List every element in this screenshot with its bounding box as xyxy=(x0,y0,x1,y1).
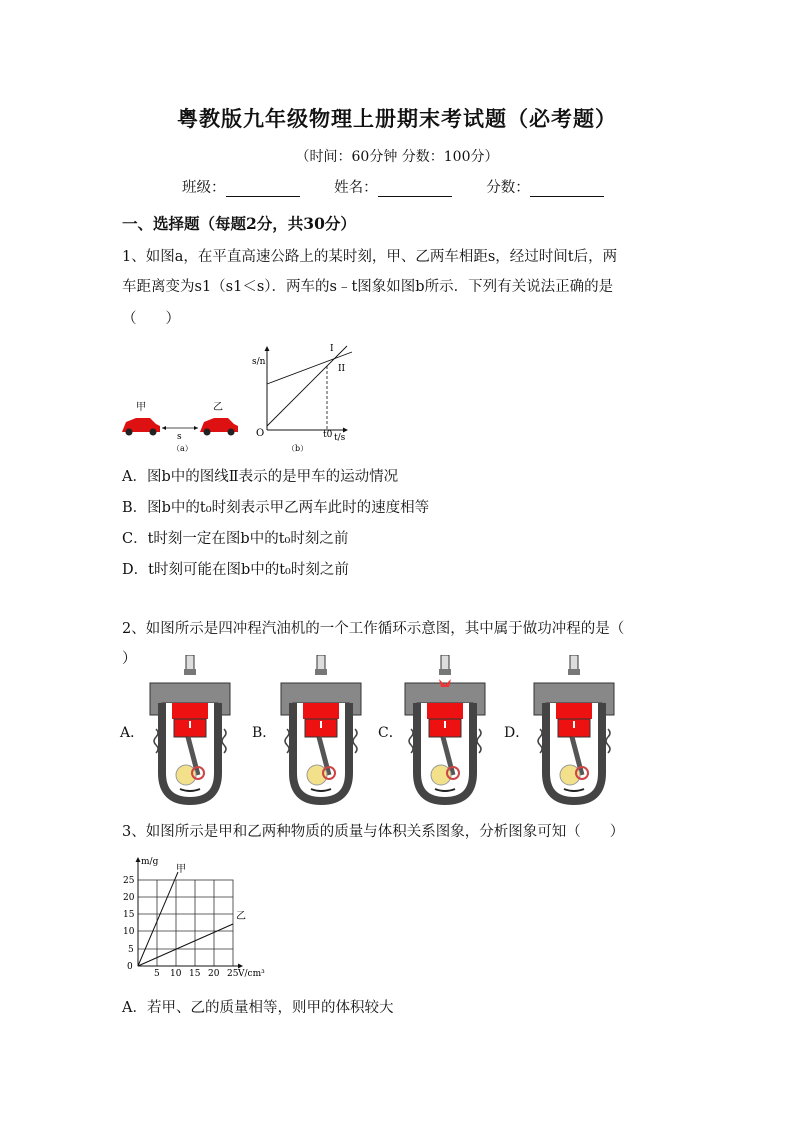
mv-yi-label: 乙 xyxy=(236,911,246,922)
distance-s-label: s xyxy=(177,432,182,442)
engine-c-label: C． xyxy=(378,725,403,741)
st-xlabel: t/s xyxy=(334,433,346,443)
mv-ytick: 15 xyxy=(123,910,135,920)
q2-line1: 2、如图所示是四冲程汽油机的一个工作循环示意图，其中属于做功冲程的是（ xyxy=(122,621,625,637)
class-blank xyxy=(226,182,300,197)
name-blank xyxy=(378,182,452,197)
name-label: 姓名： xyxy=(334,180,378,196)
exam-subtitle: （时间：60分钟 分数：100分） xyxy=(295,149,499,165)
mv-ytick: 10 xyxy=(123,927,135,937)
mv-ytick: 25 xyxy=(123,876,135,886)
q1-line2: 车距离变为s1（s1＜s）．两车的s﹣t图象如图b所示．下列有关说法正确的是 xyxy=(122,279,614,295)
mv-xtick: 25 xyxy=(227,969,239,979)
page-title: 粤教版九年级物理上册期末考试题（必考题） xyxy=(177,106,617,131)
engine-diagram-b xyxy=(279,655,365,805)
engine-d-label: D． xyxy=(504,725,530,741)
engine-b-label: B． xyxy=(252,725,277,741)
mv-xtick: 10 xyxy=(170,969,182,979)
mv-xtick: 15 xyxy=(189,969,201,979)
mv-ylabel: m/g xyxy=(141,857,159,867)
fig-a-label: （a） xyxy=(172,444,193,453)
q1-option-c: C．t时刻一定在图b中的t₀时刻之前 xyxy=(122,531,349,547)
car-yi-icon xyxy=(200,418,238,436)
engine-diagram-c xyxy=(403,655,489,805)
line-jia xyxy=(138,872,178,966)
fig-b-label: （b） xyxy=(287,444,309,453)
q3-option-a: A．若甲、乙的质量相等，则甲的体积较大 xyxy=(122,1000,394,1016)
engine-a-label: A． xyxy=(120,725,145,741)
q1-option-a: A．图b中的图线Ⅱ表示的是甲车的运动情况 xyxy=(122,469,399,485)
mv-grid xyxy=(138,880,233,966)
score-blank xyxy=(530,182,604,197)
mv-ytick: 5 xyxy=(128,945,134,955)
engine-diagram-d xyxy=(532,655,618,805)
car-jia-label: 甲 xyxy=(136,402,146,413)
st-line-i-label: I xyxy=(330,344,334,354)
q3-figure xyxy=(116,852,286,982)
mv-xtick: 20 xyxy=(208,969,220,979)
mv-origin: 0 xyxy=(127,962,133,972)
q2-line2: ） xyxy=(122,651,137,667)
st-ylabel: s/n xyxy=(252,357,266,367)
st-t0: t0 xyxy=(323,430,333,440)
line-yi xyxy=(138,924,233,966)
q1-option-d: D．t时刻可能在图b中的t₀时刻之前 xyxy=(122,562,349,578)
mv-jia-label: 甲 xyxy=(176,864,186,875)
engine-diagram-a xyxy=(148,655,234,805)
st-line-ii-label: II xyxy=(338,364,346,374)
q1-line1: 1、如图a，在平直高速公路上的某时刻，甲、乙两车相距s，经过时间t后，两 xyxy=(122,249,618,265)
car-yi-label: 乙 xyxy=(213,402,223,413)
score-label: 分数： xyxy=(486,180,530,196)
class-label: 班级： xyxy=(182,180,226,196)
q3-line1: 3、如图所示是甲和乙两种物质的质量与体积关系图象，分析图象可知（ ） xyxy=(122,824,625,840)
st-origin: O xyxy=(256,428,265,439)
mv-xtick: 5 xyxy=(154,969,160,979)
car-jia-icon xyxy=(122,418,160,436)
section-heading: 一、选择题（每题2分，共30分） xyxy=(122,214,356,233)
q1-option-b: B．图b中的t₀时刻表示甲乙两车此时的速度相等 xyxy=(122,500,430,516)
mv-xlabel: V/cm³ xyxy=(238,969,265,979)
student-info xyxy=(182,176,634,197)
mv-ytick: 20 xyxy=(123,893,135,903)
q1-line3: （ ） xyxy=(122,311,180,327)
q1-figure xyxy=(112,340,372,455)
